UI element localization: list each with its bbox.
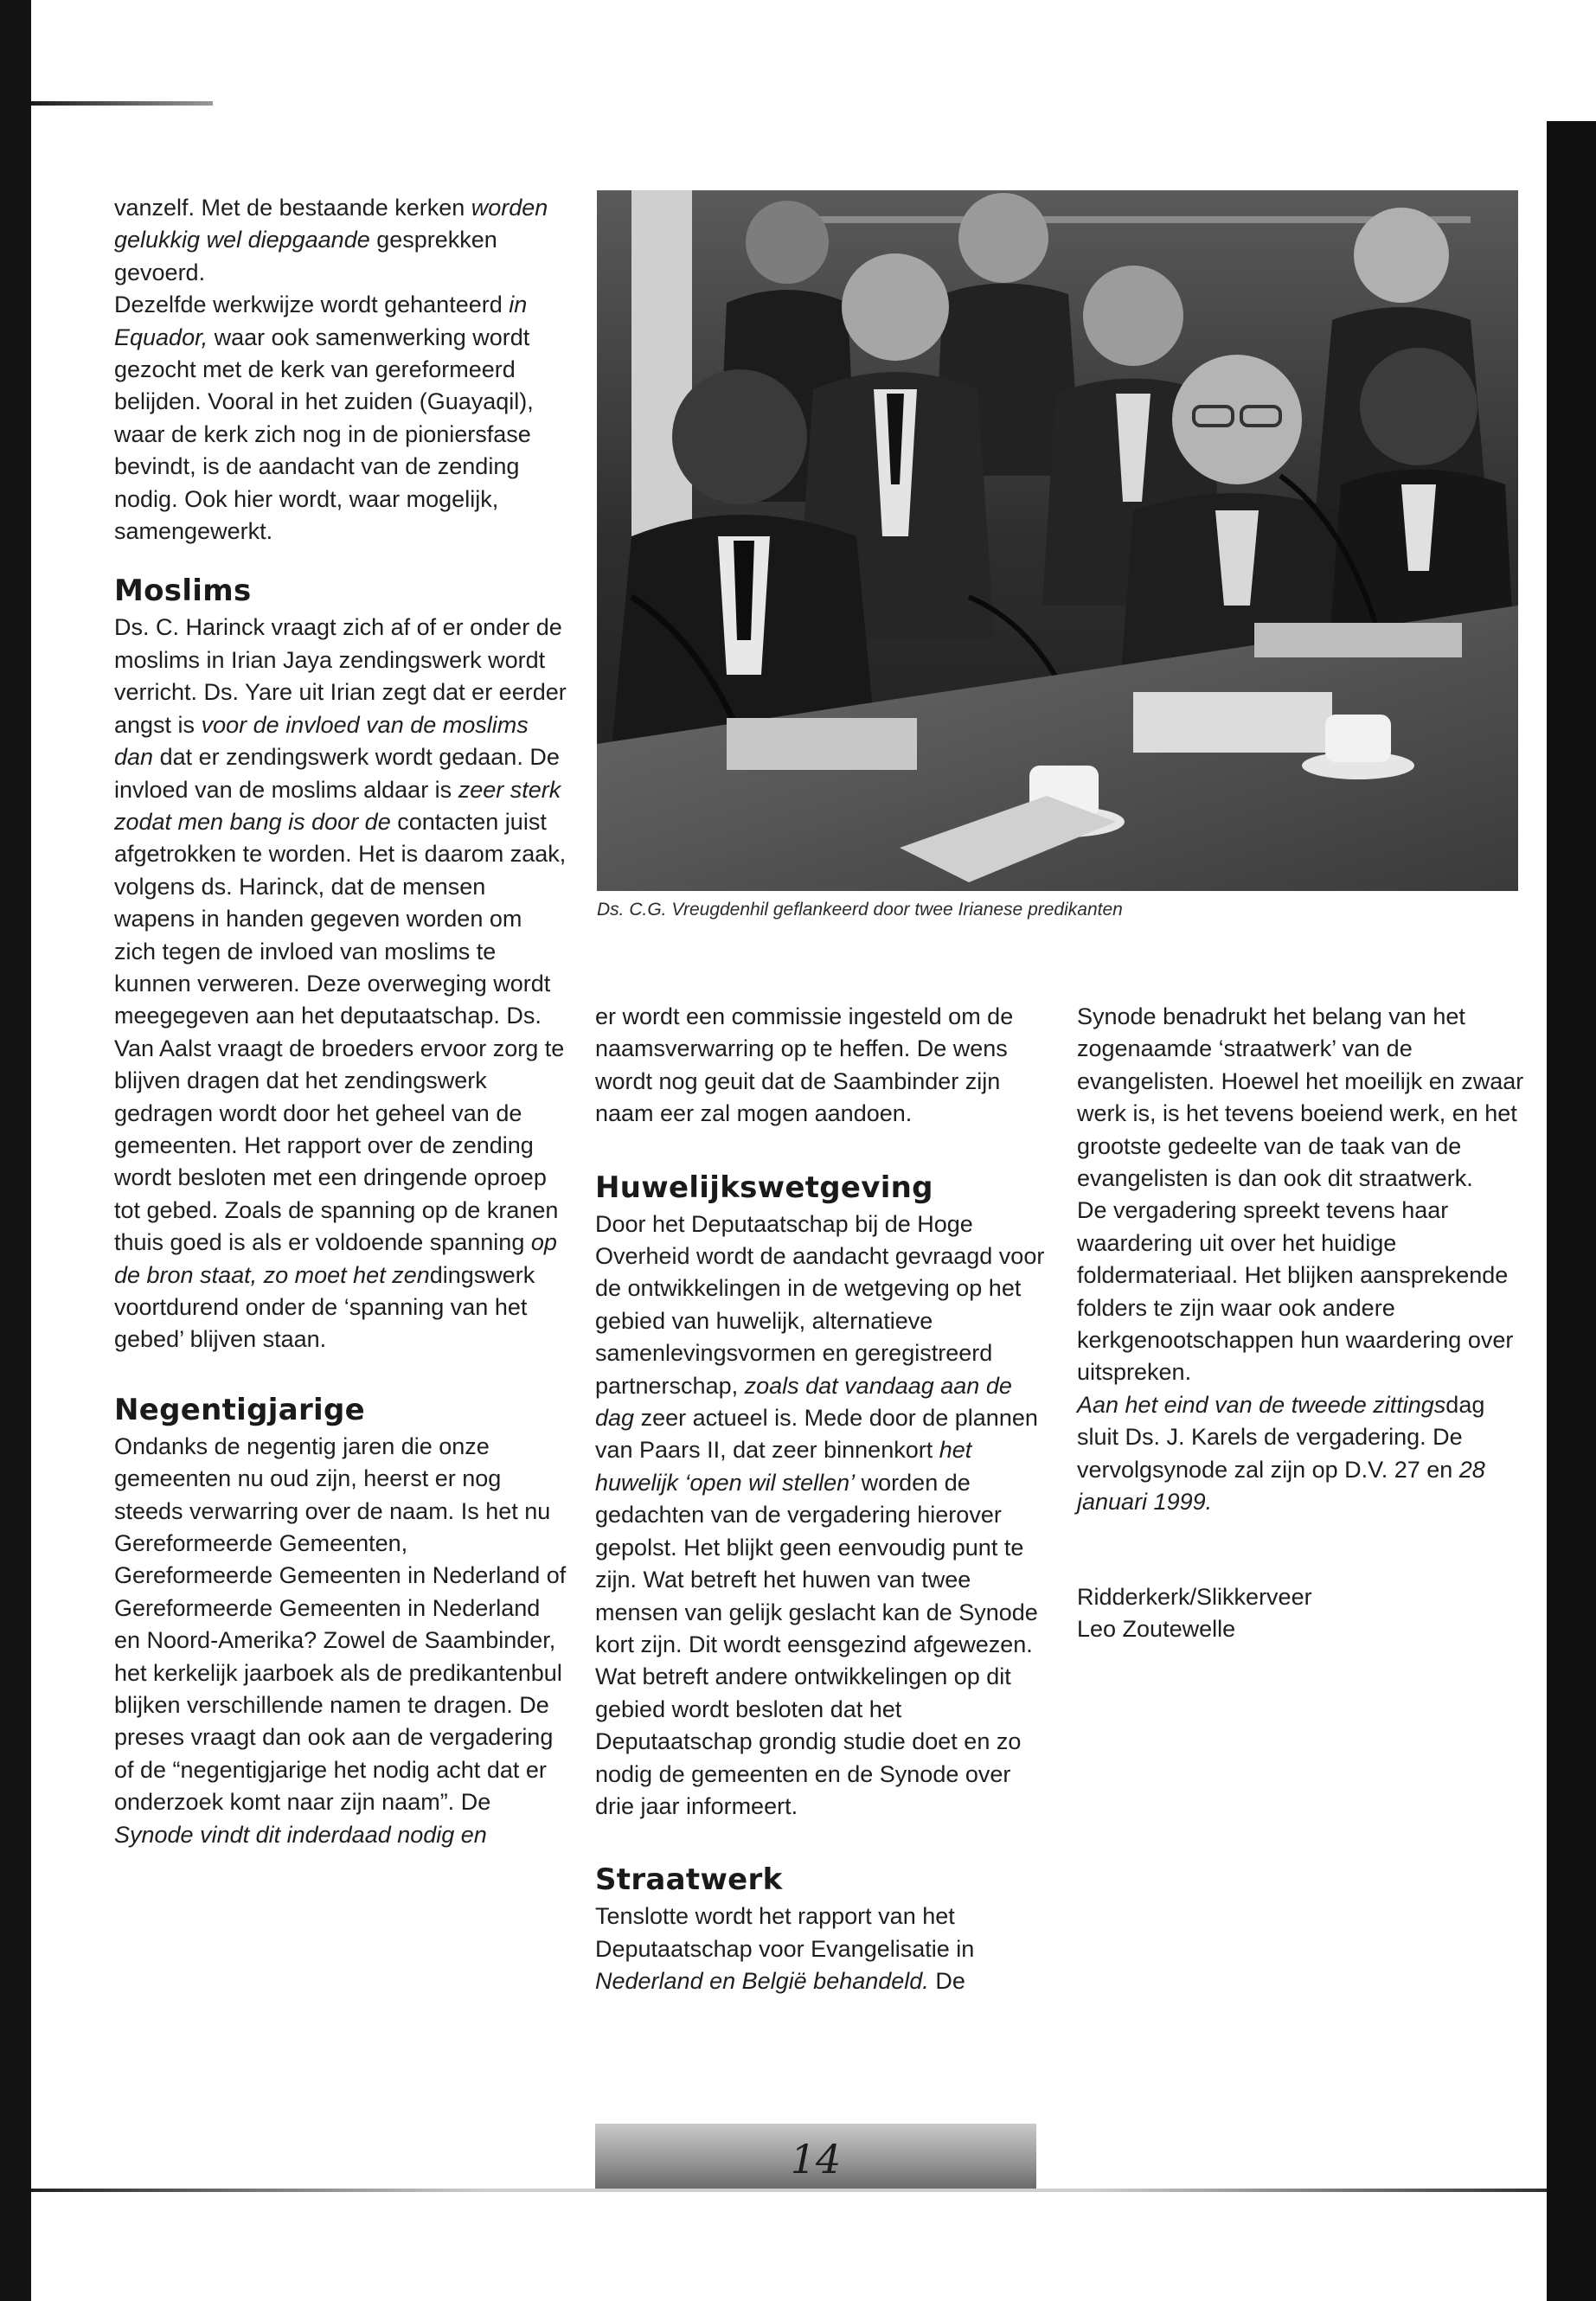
photo-illustration	[597, 190, 1518, 891]
italic-text-run: zoals dat vandaag aan de dag	[595, 1372, 1012, 1432]
italic-text-run: op de bron staat, zo moet het zen	[114, 1229, 557, 1288]
bottom-rule	[31, 2189, 1547, 2192]
text-run: De vergadering spreekt tevens haar waardering uit over het huidige foldermateriaal. Het blijken aansprekende folders te zijn waar ook andere kerkgenootschappen hun waardering over uitspreken.	[1077, 1197, 1514, 1386]
paragraph-negentigjarige	[114, 1431, 568, 1851]
italic-text-run: Aan het eind van de tweede zittings	[1077, 1391, 1446, 1418]
heading-negentigjarige: Negentigjarige	[114, 1392, 365, 1427]
text-run: dingswerk voortdurend onder de ‘spanning van het gebed’ blijven staan.	[114, 1261, 535, 1353]
scan-border-right	[1547, 121, 1596, 2301]
synod-meeting-photo	[597, 190, 1518, 891]
page-number: 14	[790, 2136, 842, 2182]
italic-text-run: worden gelukkig wel diepgaande	[114, 195, 548, 253]
text-run: Ds. C. Harinck vraagt zich af of er onder de moslims in Irian Jaya zendingswerk wordt verricht. Ds. Yare uit Irian zegt dat er eerder angst is	[114, 614, 567, 738]
paragraph-foldermateriaal	[1077, 1195, 1527, 1388]
signature-name: Leo Zoutewelle	[1077, 1615, 1236, 1642]
text-run: Tenslotte wordt het rapport van het Deputaatschap voor Evangelisatie in	[595, 1903, 975, 1962]
heading-moslims: Moslims	[114, 574, 252, 609]
page-number-box	[595, 2124, 1036, 2189]
italic-text-run: Nederland en België behandeld.	[595, 1968, 929, 1995]
paragraph-equador	[114, 289, 568, 548]
text-run: Ondanks de negentig jaren die onze gemeenten nu oud zijn, heerst er nog steeds verwarring over de naam. Is het nu Gereformeerde Gemeenten, Gereformeerde Gemeenten in Nederland of Gereformeerde Gemeenten in Nederland en Noord-Amerika? Zowel de Saambinder, het kerkelijk jaarboek als de predikantenbul blijken verschillende namen te dragen. De preses vraagt dan ook aan de vergadering of de “negentigjarige het nodig acht dat er onderzoek komt naar zijn naam”. De	[114, 1433, 567, 1816]
paragraph-commissie	[595, 1001, 1045, 1131]
text-run: Door het Deputaatschap bij de Hoge Overheid wordt de aandacht gevraagd voor de ontwikkelingen in de wetgeving op het gebied van huwelijk, alternatieve samenlevingsvormen en geregistreerd partnerschap,	[595, 1210, 1045, 1399]
text-run: Synode benadrukt het belang van het zogenaamde ‘straatwerk’ van de evangelisten. Hoewel het moeilijk en zwaar werk is, is het tevens boeiend werk, en het grootste gedeelte van de taak van de evangelisten is dan ook dit straatwerk.	[1077, 1003, 1524, 1192]
paragraph-intro	[114, 192, 568, 289]
text-run: zeer actueel is. Mede door de plannen van Paars II, dat zeer binnenkort	[595, 1405, 1038, 1464]
text-run: worden de gedachten van de vergadering hierover gepolst. Het blijkt geen eenvoudig punt te zijn. Wat betreft het huwen van twee mensen van gelijk geslacht kan de Synode kort zijn. Dit wordt eensgezind afgewezen. Wat betreft andere ontwikkelingen op dit gebied wordt besloten dat het Deputaatschap grondig studie doet en zo nodig de gemeenten en de Synode over drie jaar informeert.	[595, 1469, 1038, 1819]
italic-text-run: in Equador,	[114, 292, 528, 350]
heading-huwelijkswetgeving: Huwelijkswetgeving	[595, 1170, 933, 1205]
top-rule	[31, 101, 213, 106]
column-left	[114, 192, 568, 1851]
italic-text-run: 28 januari 1999.	[1077, 1456, 1485, 1516]
paragraph-moslims	[114, 612, 568, 1356]
scan-border-left	[0, 0, 31, 2301]
text-run: dag sluit Ds. J. Karels de vergadering. De vervolgsynode zal zijn op D.V. 27 en	[1077, 1391, 1485, 1483]
text-run: vanzelf. Met de bestaande kerken	[114, 195, 471, 221]
italic-text-run: voor de invloed van de moslims dan	[114, 711, 529, 771]
text-run: gesprekken gevoerd.	[114, 227, 497, 285]
heading-straatwerk: Straatwerk	[595, 1862, 783, 1898]
column-middle	[595, 1001, 1045, 1998]
paragraph-slot	[1077, 1389, 1527, 1519]
text-run: Dezelfde werkwijze wordt gehanteerd	[114, 292, 510, 318]
italic-text-run: het huwelijk ‘open wil stellen’	[595, 1437, 972, 1496]
text-run: dat er zendingswerk wordt gedaan. De invloed van de moslims aldaar is	[114, 744, 560, 803]
text-run: waar ook samenwerking wordt gezocht met de kerk van gereformeerd belijden. Vooral in het zuiden (Guayaqil), waar de kerk zich nog in de pioniersfase bevindt, is de aandacht van de zending nodig. Ook hier wordt, waar mogelijk, samengewerkt.	[114, 324, 534, 545]
text-run: De	[928, 1968, 965, 1995]
column-right	[1077, 1001, 1527, 1645]
italic-text-run: Synode vindt dit inderdaad nodig en	[114, 1821, 487, 1848]
paragraph-straatwerk	[595, 1900, 1045, 1997]
paragraph-synode	[1077, 1001, 1527, 1195]
signature-place: Ridderkerk/Slikkerveer	[1077, 1583, 1312, 1610]
photo-caption: Ds. C.G. Vreugdenhil geflankeerd door twee Irianese predikanten	[597, 900, 1123, 920]
italic-text-run: zeer sterk zodat men bang is door de	[114, 776, 561, 835]
paragraph-huwelijkswetgeving	[595, 1208, 1045, 1823]
text-run: er wordt een commissie ingesteld om de naamsverwarring op te heffen. De wens wordt nog geuit dat de Saambinder zijn naam eer zal mogen aandoen.	[595, 1003, 1014, 1127]
text-run: contacten juist afgetrokken te worden. Het is daarom zaak, volgens ds. Harinck, dat de mensen wapens in handen gegeven worden om zich tegen de invloed van moslims te kunnen verweren. Deze overweging wordt meegegeven aan het deputaatschap. Ds. Van Aalst vraagt de broeders ervoor zorg te blijven dragen dat het zendingswerk gedragen wordt door het geheel van de gemeenten. Het rapport over de zending wordt besloten met een dringende oproep tot gebed. Zoals de spanning op de kranen thuis goed is als er voldoende spanning	[114, 808, 567, 1256]
